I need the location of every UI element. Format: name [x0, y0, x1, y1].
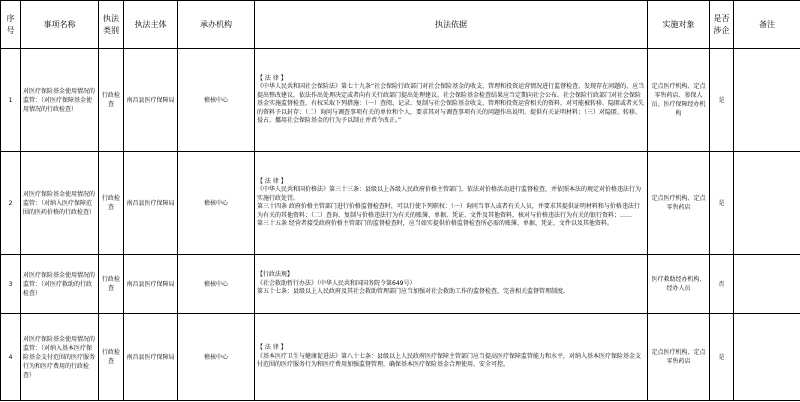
row-org: 稽核中心: [178, 152, 255, 255]
row-item-name: 对医疗保险基金使用情况的监管：（对纳入医疗保障范围的医药价格的行政检查）: [21, 152, 99, 255]
row-org: 稽核中心: [178, 314, 255, 401]
table-row: [1, 49, 800, 152]
header-handling-org: 承办机构: [178, 1, 255, 49]
row-remark: [734, 49, 800, 152]
row-seq: 4: [1, 314, 21, 401]
row-target: 定点医疗机构、定点零售药店: [648, 152, 710, 255]
header-remark: 备注: [734, 1, 800, 49]
row-subject: 南昌县医疗保障局: [124, 255, 178, 314]
row-type: 行政检查: [99, 255, 124, 314]
header-row: [1, 1, 800, 49]
header-enforcement-type: 执法 类别: [99, 1, 124, 49]
row-subject: 南昌县医疗保障局: [124, 314, 178, 401]
row-involves-enterprise: 否: [710, 255, 734, 314]
row-involves-enterprise: 是: [710, 152, 734, 255]
row-basis: [255, 152, 648, 255]
row-seq: 3: [1, 255, 21, 314]
row-involves-enterprise: 是: [710, 314, 734, 401]
table-row: [1, 152, 800, 255]
header-involves-enterprise: 是否 涉企: [710, 1, 734, 49]
basis-text: 《社会救助暂行办法》（中华人民共和国国务院令第649号） 第五十七条：县级以上人民政府及其社会救助管理部门应当加强对社会救助工作的监督检查，完善相关监督管理制度。: [257, 279, 570, 296]
row-org: 稽核中心: [178, 255, 255, 314]
row-type: 行政检查: [99, 314, 124, 401]
row-subject: 南昌县医疗保障局: [124, 49, 178, 152]
row-subject: 南昌县医疗保障局: [124, 152, 178, 255]
basis-text: 《基本医疗卫生与健康促进法》第八十七条：县级以上人民政府医疗保障主管部门应当提高医疗保障监管能力和水平，对纳入基本医疗保险基金支付范围的医疗服务行为和医疗费用加强监督管理，确保基本医疗保险基金合理使用、安全可控。: [257, 352, 642, 369]
header-enforcement-subject: 执法主体: [124, 1, 178, 49]
row-remark: [734, 314, 800, 401]
row-seq: 2: [1, 152, 21, 255]
row-item-name: 对医疗保险基金使用情况的监管：（对医疗救助的行政检查）: [21, 255, 99, 314]
row-target: 医疗救助经办机构、经办人员: [648, 255, 710, 314]
row-org: 稽核中心: [178, 49, 255, 152]
row-item-name: 对医疗保险基金使用情况的监管：（对纳入基本医疗保险基金支付范围的医疗服务行为和医疗费用的行政检查）: [21, 314, 99, 401]
row-basis: [255, 255, 648, 314]
row-type: 行政检查: [99, 49, 124, 152]
row-seq: 1: [1, 49, 21, 152]
header-seq: 序 号: [1, 1, 21, 49]
basis-tag: 【 法 律 】: [257, 177, 287, 185]
basis-tag: 【行政法规】: [257, 271, 294, 279]
basis-text: 《中华人民共和国社会保险法》第七十九条“社会保险行政部门对社会保险基金的收支、管理和投资运营情况进行监督检查，发现存在问题的，应当提出整改建议，依法作出处理决定或者向有关行政部门提出处理建议。社会保险基金检查结果应当定期向社会公布。社会保险行政部门对社会保险基金实施监督检查，有权采取下列措施：（一）查阅、记录、复制与社会保险基金收支、管理和投资运营相关的资料，对可能被转移、隐匿或者灭失的资料予以封存；（二）询问与调查事项有关的单位和个人，要求其对与调查事项有关的问题作出说明、提供有关证明材料；（三）对隐匿、转移、侵占、挪用社会保险基金的行为予以制止并责令改正。”: [257, 83, 645, 124]
basis-tag: 【 法 律 】: [257, 74, 287, 82]
table-row: [1, 255, 800, 314]
table-row: [1, 314, 800, 401]
row-target: 定点医疗机构、定点零售药店: [648, 314, 710, 401]
header-enforcement-basis: 执法依据: [255, 1, 648, 49]
row-target: 定点医疗机构、定点零售药店、参保人员、医疗保障经办机构: [648, 49, 710, 152]
basis-text: 《中华人民共和国价格法》第三十三条：县级以上各级人民政府价格主管部门，依法对价格活动进行监督检查，并依照本法的规定对价格违法行为实施行政处罚。 第三十四条 政府价格主管部门进行价格监督检查时，可以行使下列职权：（一）询问当事人或者有关人员，并要求其提供证明材料和与价格违法行为有关的其他资料；（二）查询、复制与价格违法行为有关的账簿、单据、凭证、文件及其他资料，核对与价格违法行为有关的银行资料；…… 第三十五条 经营者接受政府价格主管部门的监督检查时，应当如实提供价格监督检查所必需的账簿、单据、凭证、文件以及其他资料。: [257, 186, 642, 227]
row-remark: [734, 255, 800, 314]
header-target: 实施对象: [648, 1, 710, 49]
row-type: 行政检查: [99, 152, 124, 255]
row-involves-enterprise: 是: [710, 49, 734, 152]
row-basis: [255, 314, 648, 401]
row-remark: [734, 152, 800, 255]
row-item-name: 对医疗保险基金使用情况的监管：（对医疗保障基金使用情况的行政检查）: [21, 49, 99, 152]
row-basis: [255, 49, 648, 152]
header-item-name: 事项名称: [21, 1, 99, 49]
basis-tag: 【 法 律 】: [257, 344, 287, 352]
